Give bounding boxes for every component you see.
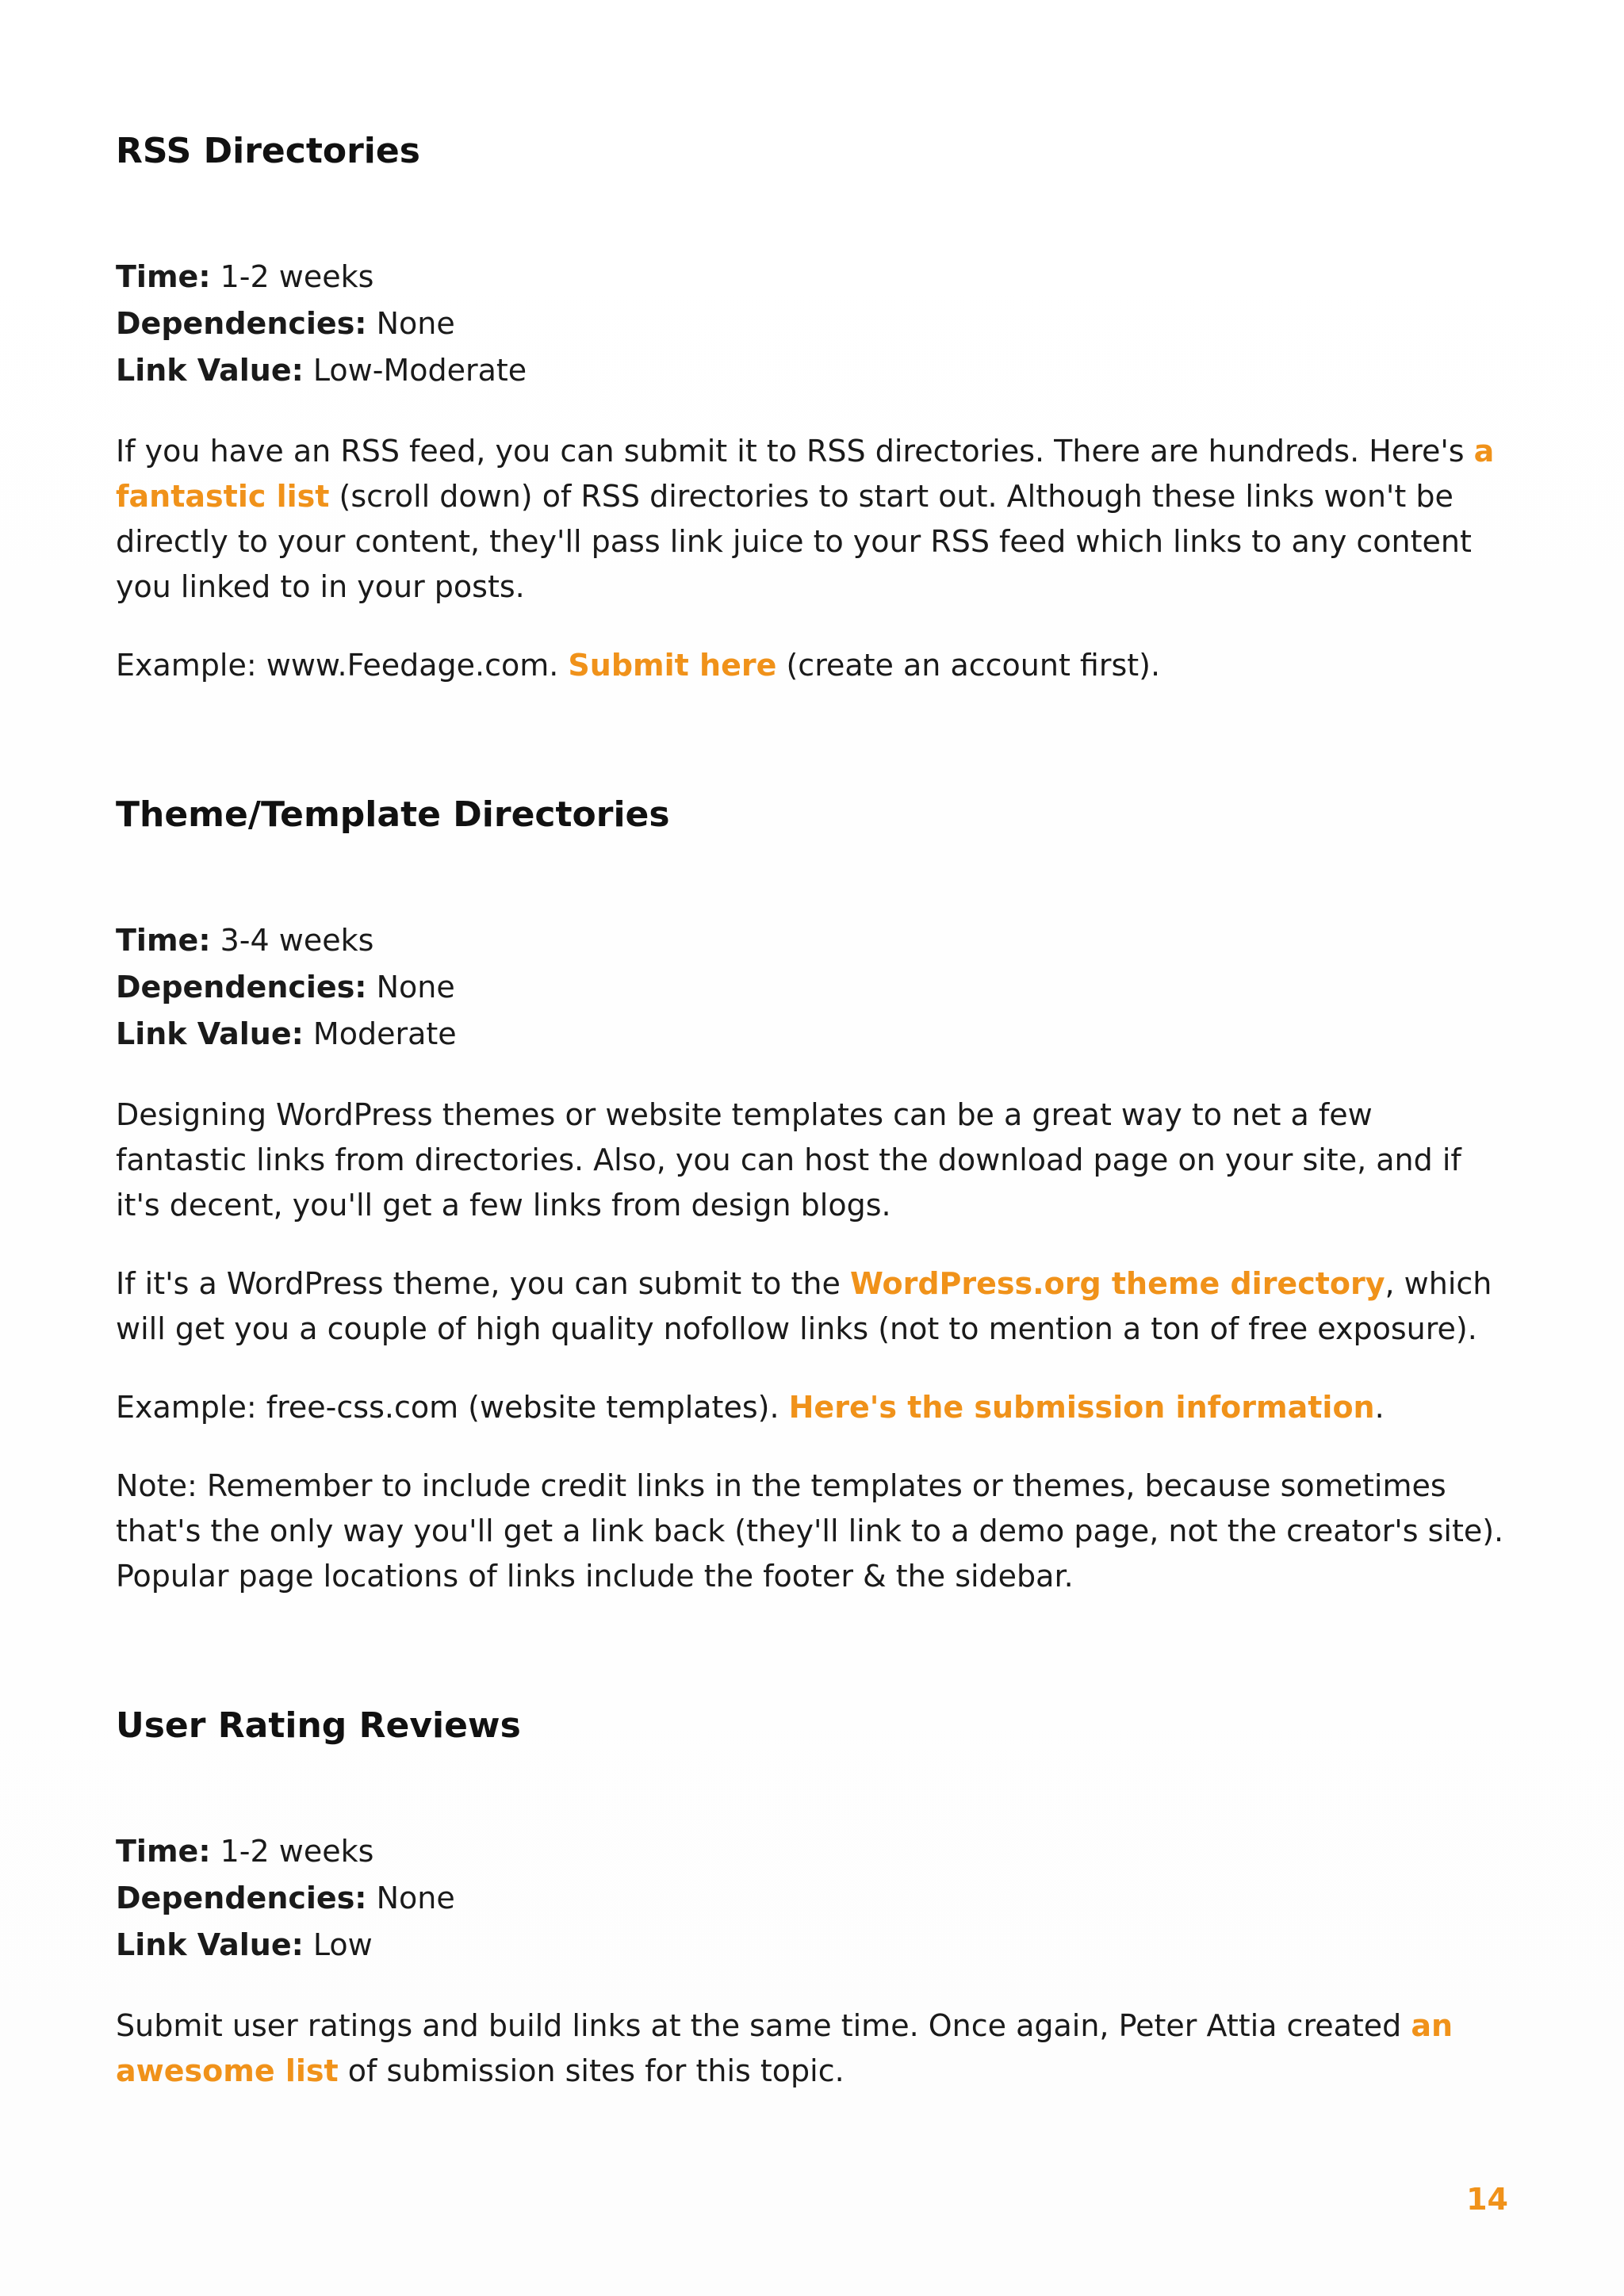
paragraph: If it's a WordPress theme, you can submit to the WordPress.org theme directory, which will get you a couple of high quality nofollow links (not to mention a ton of free exposure). — [116, 1266, 1492, 1346]
paragraph: Submit user ratings and build links at the same time. Once again, Peter Attia created an awesome list of submission sites for this topic. — [116, 2008, 1454, 2088]
meta-dependencies: Dependencies: None — [116, 1881, 455, 1915]
submit-here-link[interactable]: Submit here — [568, 648, 777, 683]
paragraph: Example: free-css.com (website templates). Here's the submission information. — [116, 1390, 1385, 1425]
paragraph: Example: www.Feedage.com. Submit here (create an account first). — [116, 648, 1161, 683]
section-user-rating-reviews — [116, 1599, 1508, 2094]
note-paragraph: Note: Remember to include credit links in the templates or themes, because sometimes that's the only way you'll get a link back (they'll link to a demo page, not the creator's site). Popular page locations of links include the footer & the sidebar. — [116, 1468, 1504, 1594]
submission-information-link[interactable]: Here's the submission information — [788, 1390, 1375, 1425]
meta-block — [116, 254, 1508, 394]
paragraph: Designing WordPress themes or website templates can be a great way to net a few fantastic links from directories. Also, you can host the download page on your site, and if it's decent, you'll get a few links from design blogs. — [116, 1097, 1461, 1223]
section-rss-directories — [116, 0, 1508, 688]
meta-link-value: Link Value: Low — [116, 1927, 373, 1962]
meta-time: Time: 1-2 weeks — [116, 1834, 374, 1869]
awesome-list-link[interactable]: an awesome list — [116, 2008, 1454, 2088]
page-number: 14 — [1466, 2182, 1508, 2217]
section-title: Theme/Template Directories — [116, 794, 670, 835]
meta-time: Time: 3-4 weeks — [116, 923, 374, 958]
meta-block — [116, 917, 1508, 1058]
meta-time: Time: 1-2 weeks — [116, 259, 374, 294]
section-title: User Rating Reviews — [116, 1705, 521, 1746]
section-title: RSS Directories — [116, 131, 420, 171]
meta-dependencies: Dependencies: None — [116, 970, 455, 1004]
wordpress-theme-directory-link[interactable]: WordPress.org theme directory — [849, 1266, 1385, 1301]
meta-block — [116, 1828, 1508, 1969]
fantastic-list-link[interactable]: a fantastic list — [116, 434, 1495, 514]
paragraph: If you have an RSS feed, you can submit it to RSS directories. There are hundreds. Here's a fantastic list (scroll down) of RSS directories to start out. Although these links won't be directly to your content, they'll pass link juice to your RSS feed which links to any content you linked to in your posts. — [116, 434, 1495, 604]
section-theme-template-directories — [116, 688, 1508, 1599]
meta-link-value: Link Value: Low-Moderate — [116, 353, 527, 388]
meta-link-value: Link Value: Moderate — [116, 1016, 457, 1051]
meta-dependencies: Dependencies: None — [116, 306, 455, 341]
